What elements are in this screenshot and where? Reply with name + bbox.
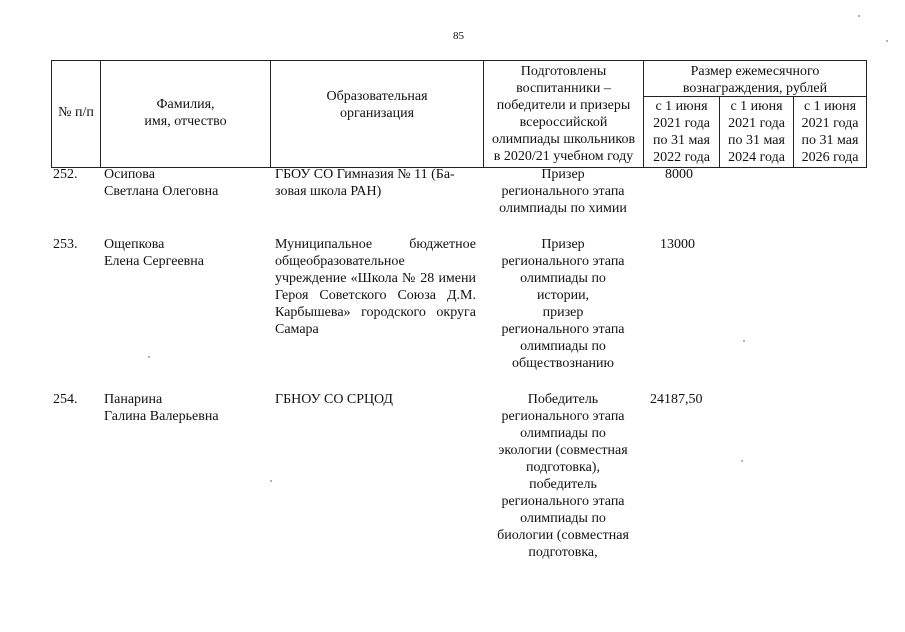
header-name: Фамилия, имя, отчество [144,97,227,129]
header-org: Образовательная организация [326,89,428,121]
header-period-2022: с 1 июня 2021 года по 31 мая 2022 года [653,99,710,165]
row-name: Осипова Светлана Олеговна [104,167,219,199]
row-prepared: Победитель регионального этапа олимпиады по экологии (совместная подготовка), победитель регионального этапа олимпиады по биологии (совместная подготовка, [497,392,629,560]
header-period-2024: с 1 июня 2021 года по 31 мая 2024 года [728,99,785,165]
header-prepared: Подготовлены воспитанники – победители и призеры всероссийской олимпиады школьников в 2020/21 учебном году [491,64,636,164]
page-number: 85 [453,30,464,42]
scan-speck [148,356,150,358]
scan-speck [886,40,888,42]
row-amount: 8000 [665,167,693,182]
row-organization: ГБОУ СО Гимназия № 11 (Ба- зовая школа РАН) [275,167,455,199]
scan-speck [743,340,745,342]
row-amount: 13000 [660,237,695,252]
scan-speck [858,15,860,17]
row-number: 252. [53,167,78,182]
header-period-2026: с 1 июня 2021 года по 31 мая 2026 года [801,99,859,165]
row-number: 254. [53,392,78,407]
row-organization: ГБНОУ СО СРЦОД [275,392,393,407]
row-number: 253. [53,237,78,252]
row-prepared: Призер регионального этапа олимпиады по истории, призер регионального этапа олимпиады по обществознанию [501,237,625,371]
row-amount: 24187,50 [650,392,703,407]
row-name: Панарина Галина Валерьевна [104,392,219,424]
scan-speck [741,460,743,462]
row-organization: Муниципальное бюджетное общеобразовательное учреждение «Школа № 28 имени Героя Советского Союза Д.М. Карбышева» городского округа Самара [275,237,476,337]
row-name: Ощепкова Елена Сергеевна [104,237,204,269]
header-reward-group: Размер ежемесячного вознаграждения, рублей [682,64,828,96]
header-num: № п/п [58,105,94,120]
scan-speck [270,480,272,482]
row-prepared: Призер регионального этапа олимпиады по химии [499,167,627,216]
table-header [51,60,867,168]
